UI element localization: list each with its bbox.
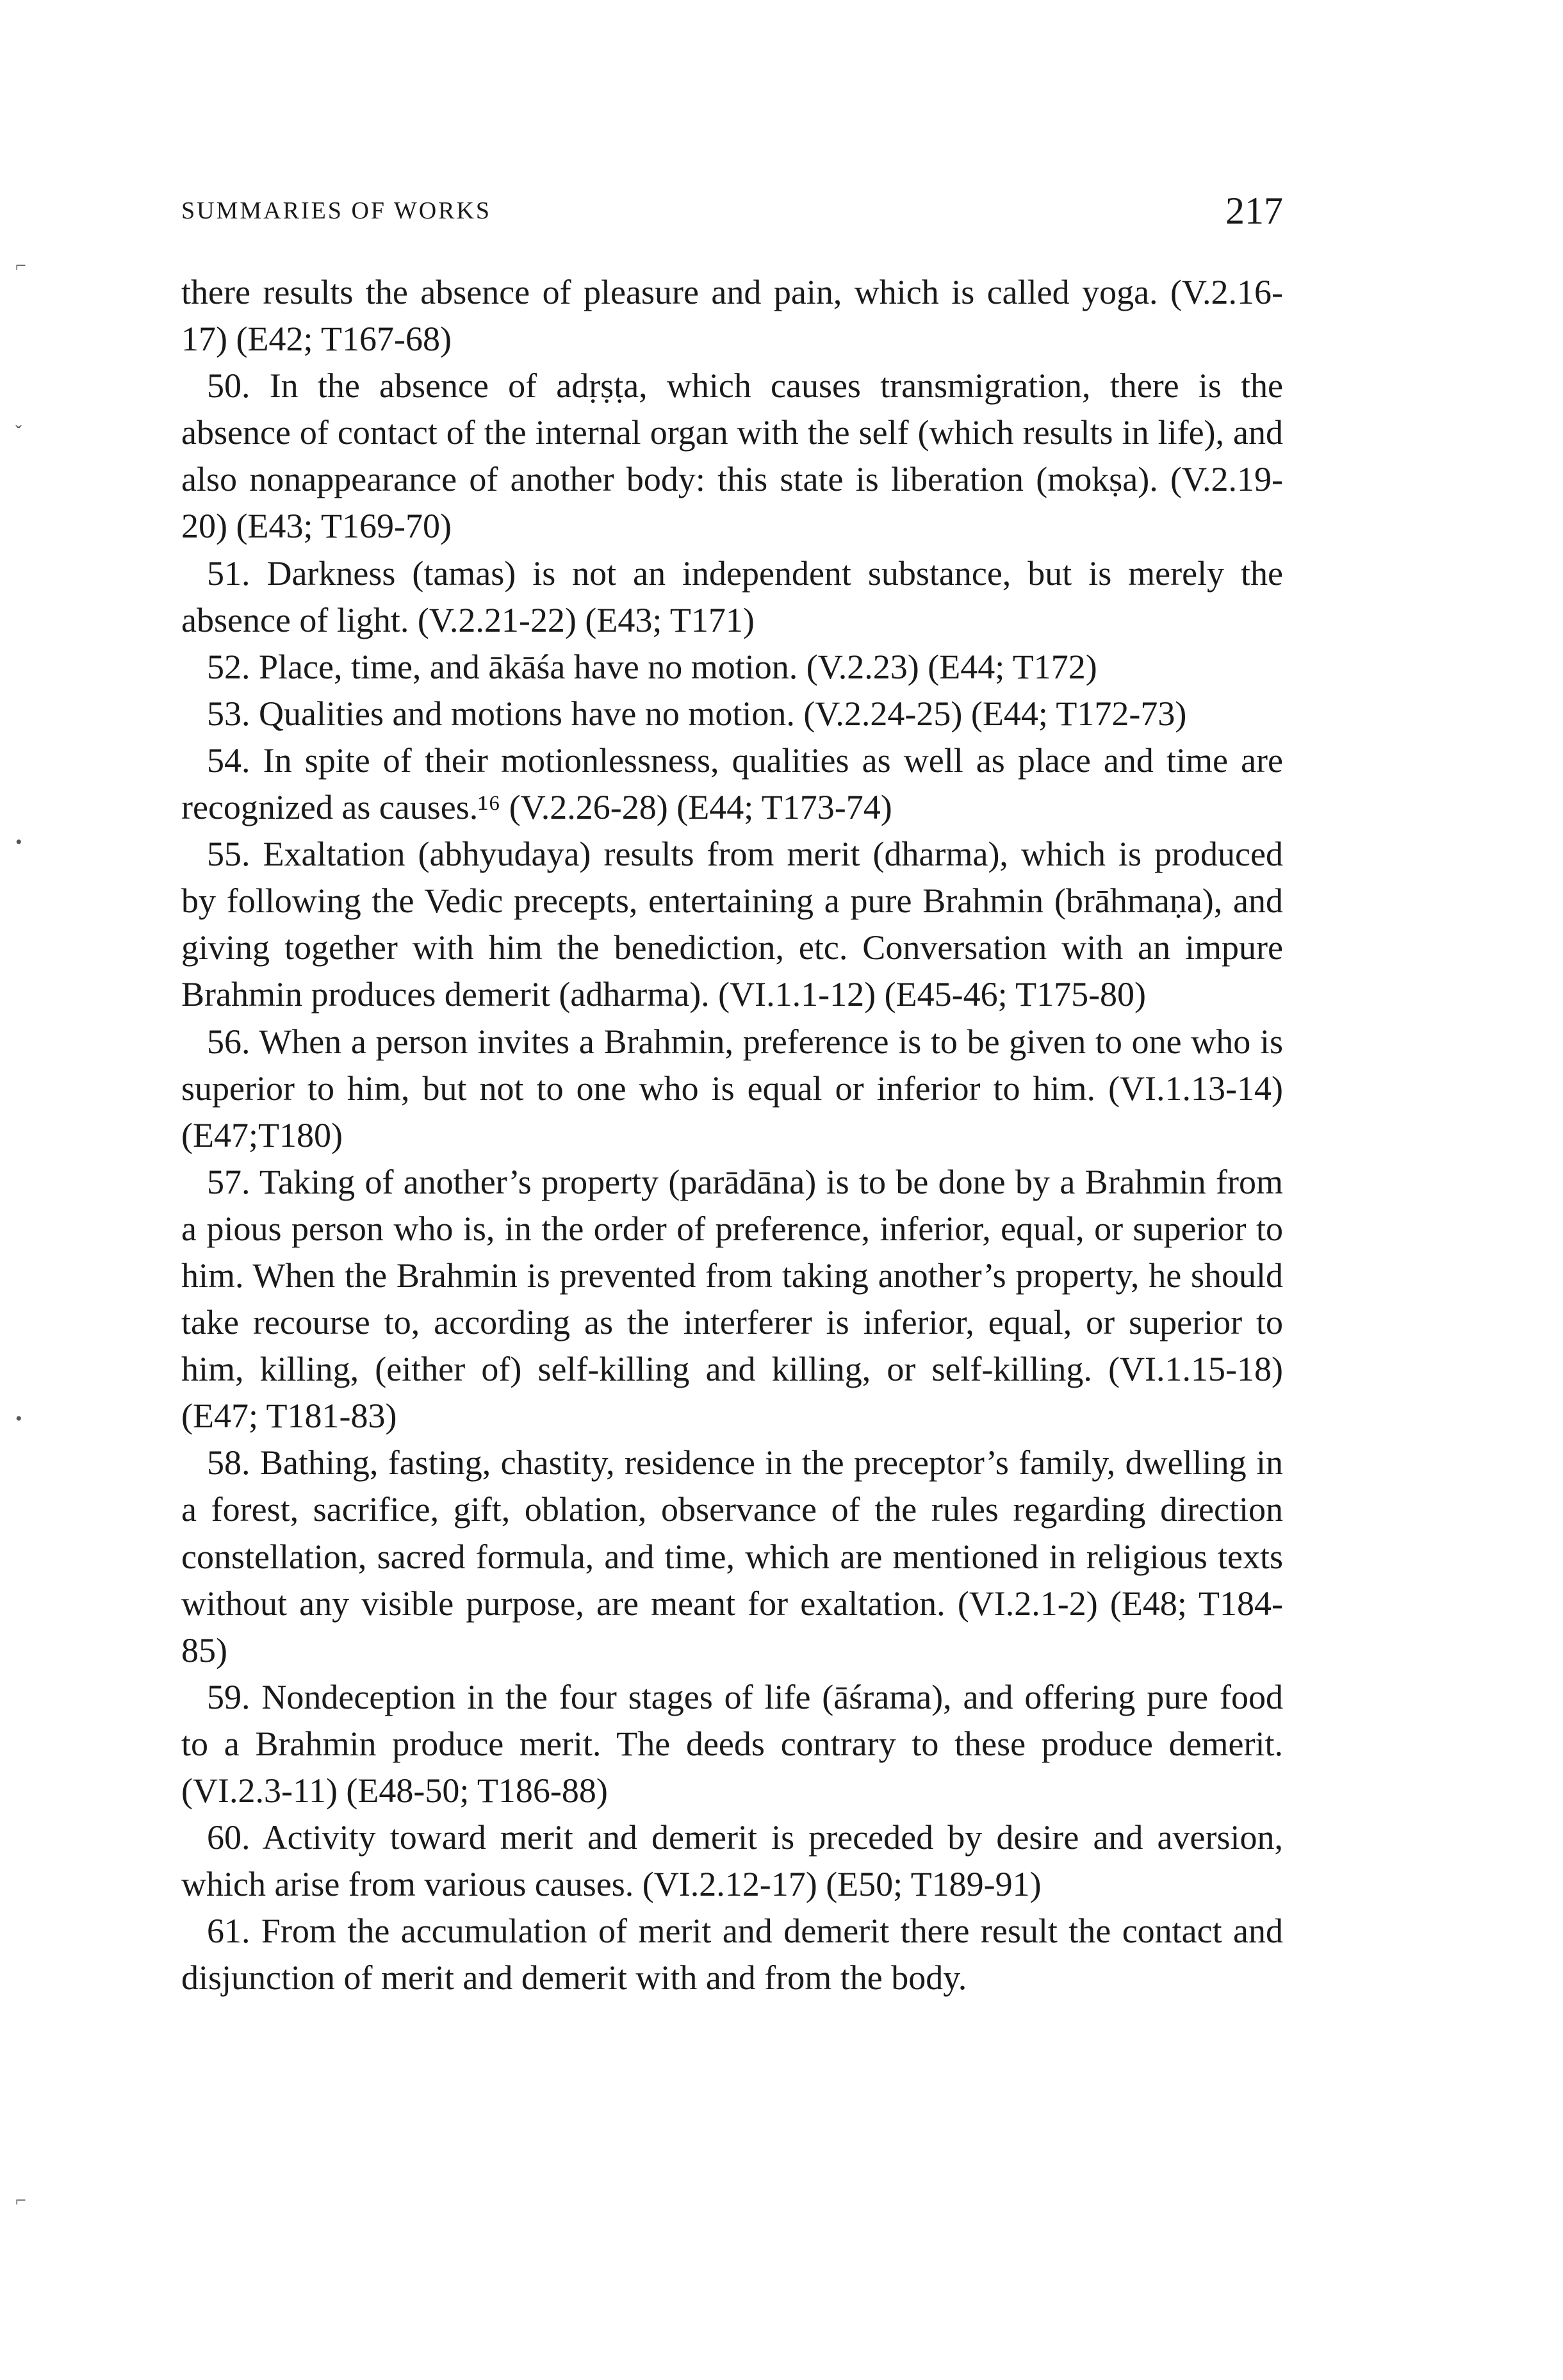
margin-mark: ⌐ xyxy=(15,2190,26,2211)
entry-number: 51. xyxy=(207,554,250,593)
entry-number: 53. xyxy=(207,694,250,733)
list-item xyxy=(181,691,1283,737)
list-item xyxy=(181,831,1283,1018)
entry-number: 55. xyxy=(207,835,250,874)
list-item xyxy=(181,1674,1283,1814)
entry-number: 54. xyxy=(207,741,250,780)
entry-text: Darkness (tamas) is not an independent substance, but is merely the absence of light. (V.2.21-22) (E43; T171) xyxy=(181,554,1283,639)
entry-text: Qualities and motions have no motion. (V.2.24-25) (E44; T172-73) xyxy=(259,694,1187,733)
entry-text: In spite of their motionlessness, qualities as well as place and time are recognized as causes.¹⁶ (V.2.26-28) (E44; T173-74) xyxy=(181,741,1283,827)
entry-text: When a person invites a Brahmin, preference is to be given to one who is superior to him, but not to one who is equal or inferior to him. (VI.1.13-14) (E47;T180) xyxy=(181,1022,1284,1154)
list-item xyxy=(181,1814,1283,1908)
entry-text: In the absence of adṛṣṭa, which causes transmigration, there is the absence of contact of the internal organ with the self (which results in life), and also nonappearance of another body: this state is liberation (mokṣa). (V.2.19-20) (E43; T169-70) xyxy=(181,366,1284,546)
entry-text: From the accumulation of merit and demerit there result the contact and disjunction of merit and demerit with and from the body. xyxy=(181,1912,1283,1998)
list-item xyxy=(181,1019,1283,1159)
running-head xyxy=(181,189,1283,234)
list-item xyxy=(181,644,1283,691)
margin-mark: • xyxy=(15,1408,22,1429)
entry-text: Exaltation (abhyudaya) results from merit (dharma), which is produced by following the Vedic precepts, entertaining a pure Brahmin (brāhmaṇa), and giving together with him the benediction, etc. Conversation with an impure Brahmin produces demerit (adharma). (VI.1.1-12) (E45-46; T175-80) xyxy=(181,835,1283,1014)
list-item xyxy=(181,1159,1283,1440)
list-item xyxy=(181,363,1283,550)
entry-number: 58. xyxy=(207,1443,250,1482)
entry-text: Activity toward merit and demerit is preceded by desire and aversion, which arise from various causes. (VI.2.12-17) (E50; T189-91) xyxy=(181,1818,1283,1904)
list-item xyxy=(181,550,1283,644)
entry-text: Taking of another’s property (parādāna) is to be done by a Brahmin from a pious person who is, in the order of preference, inferior, equal, or superior to him. When the Brahmin is prevented from taking another’s property, he should take recourse to, according as the interferer is inferior, equal, or superior to him, killing, (either of) self-killing and killing, or self-killing. (VI.1.15-18) (E47; T181-83) xyxy=(181,1162,1283,1436)
margin-mark: ˇ xyxy=(15,422,22,443)
margin-mark: • xyxy=(15,832,22,853)
continuation-paragraph: there results the absence of pleasure and pain, which is called yoga. (V.2.16-17) (E42; T167-68) xyxy=(181,273,1283,359)
entry-number: 59. xyxy=(207,1677,250,1716)
entry-number: 60. xyxy=(207,1818,250,1857)
entry-number: 56. xyxy=(207,1022,250,1061)
running-title: SUMMARIES OF WORKS xyxy=(181,197,492,224)
entry-text: Bathing, fasting, chastity, residence in the preceptor’s family, dwelling in a forest, sacrifice, gift, oblation, observance of the rules regarding direction constellation, sacred formula, and time, which are mentioned in religious texts without any visible purpose, are meant for exaltation. (VI.2.1-2) (E48; T184-85) xyxy=(181,1443,1283,1670)
entry-text: Place, time, and ākāśa have no motion. (V.2.23) (E44; T172) xyxy=(259,647,1097,686)
page-number: 217 xyxy=(1225,190,1283,232)
list-item xyxy=(181,1908,1283,2001)
entry-number: 52. xyxy=(207,647,250,686)
list-item xyxy=(181,737,1283,831)
entry-text: Nondeception in the four stages of life (āśrama), and offering pure food to a Brahmin produce merit. The deeds contrary to these produce demerit. (VI.2.3-11) (E48-50; T186-88) xyxy=(181,1677,1284,1810)
body-text xyxy=(181,269,1283,2001)
margin-mark: ⌐ xyxy=(15,255,26,276)
entry-number: 50. xyxy=(207,366,250,406)
entry-number: 57. xyxy=(207,1162,250,1201)
entry-number: 61. xyxy=(207,1912,250,1951)
list-item xyxy=(181,1440,1283,1673)
